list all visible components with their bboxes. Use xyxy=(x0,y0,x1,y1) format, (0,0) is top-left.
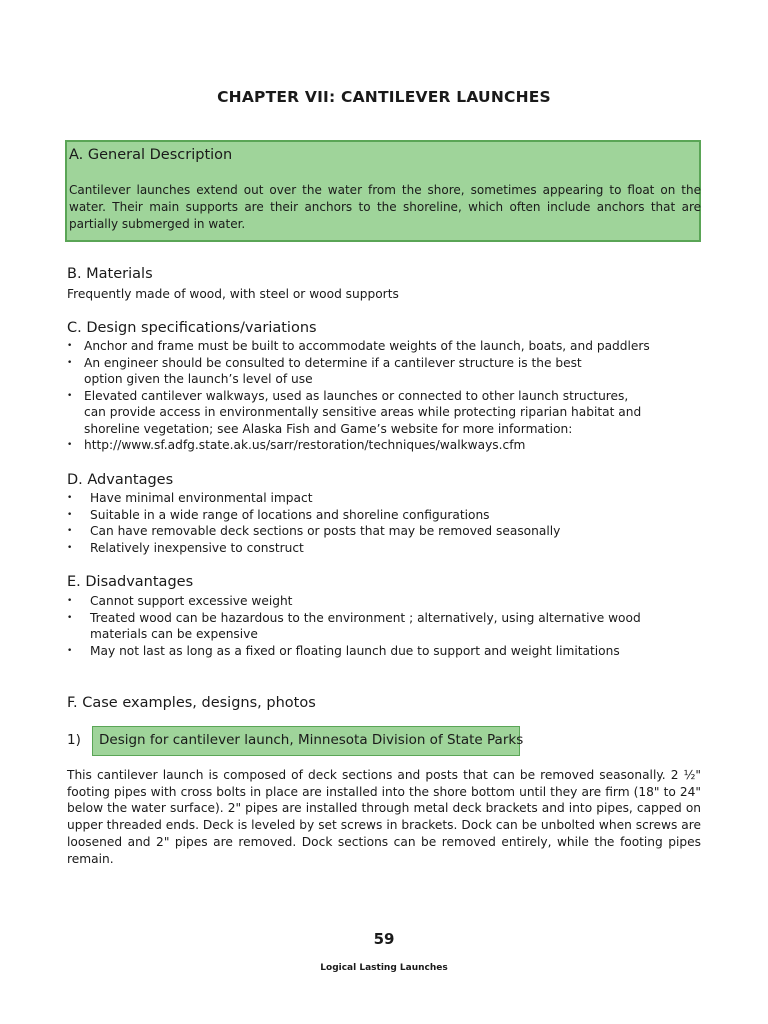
chapter-title: CHAPTER VII: CANTILEVER LAUNCHES xyxy=(217,88,551,106)
list-item: • Can have removable deck sections or posts that may be removed seasonally xyxy=(67,523,687,540)
general-description-heading: A. General Description xyxy=(69,147,233,163)
cases-heading: F. Case examples, designs, photos xyxy=(67,695,316,711)
materials-text: Frequently made of wood, with steel or wood supports xyxy=(67,287,399,301)
design-heading: C. Design specifications/variations xyxy=(67,320,317,336)
list-item: • Have minimal environmental impact xyxy=(67,490,687,507)
general-description-text: Cantilever launches extend out over the water from the shore, sometimes appearing to float on the water. Their main supports are their anchors to the shoreline, which often include anchors that are partially submerged in water. xyxy=(69,183,701,231)
case-title-box: Design for cantilever launch, Minnesota Division of State Parks xyxy=(92,726,520,756)
case-number: 1) xyxy=(67,732,81,748)
disadvantages-heading: E. Disadvantages xyxy=(67,574,194,590)
general-description-box xyxy=(65,140,701,242)
list-item: • Relatively inexpensive to construct xyxy=(67,540,687,557)
list-item: • May not last as long as a fixed or floating launch due to support and weight limitations xyxy=(67,643,667,660)
list-item: • Elevated cantilever walkways, used as launches or connected to other launch structures, can provide access in environmentally sensitive areas while protecting riparian habitat and shoreline vegetation; see Alaska Fish and Game’s website for more information: xyxy=(67,388,652,438)
advantages-list xyxy=(67,490,687,556)
disadvantages-list xyxy=(67,593,667,659)
design-url-link[interactable]: • http://www.sf.adfg.state.ak.us/sarr/restoration/techniques/walkways.cfm xyxy=(67,437,687,454)
materials-heading: B. Materials xyxy=(67,266,153,282)
page-footer: Logical Lasting Launches xyxy=(320,963,448,973)
design-list xyxy=(67,338,687,454)
list-item: • An engineer should be consulted to determine if a cantilever structure is the best option given the launch’s level of use xyxy=(67,355,624,388)
list-item: • Suitable in a wide range of locations and shoreline configurations xyxy=(67,507,687,524)
advantages-heading: D. Advantages xyxy=(67,472,174,488)
page-number: 59 xyxy=(373,930,395,948)
list-item: • Treated wood can be hazardous to the environment ; alternatively, using alternative wood materials can be expensive xyxy=(67,610,650,643)
case-description: This cantilever launch is composed of deck sections and posts that can be removed seasonally. 2 ½" footing pipes with cross bolts in place are installed into the shore bottom until they are firm (18" to 24" below the water surface). 2" pipes are installed through metal deck brackets and into pipes, capped on upper threaded ends. Deck is leveled by set screws in brackets. Dock can be unbolted when screws are loosened and 2" pipes are removed. Dock sections can be removed entirely, while the footing pipes remain. xyxy=(67,768,701,866)
list-item: • Cannot support excessive weight xyxy=(67,593,667,610)
list-item: • Anchor and frame must be built to accommodate weights of the launch, boats, and paddlers xyxy=(67,338,687,355)
